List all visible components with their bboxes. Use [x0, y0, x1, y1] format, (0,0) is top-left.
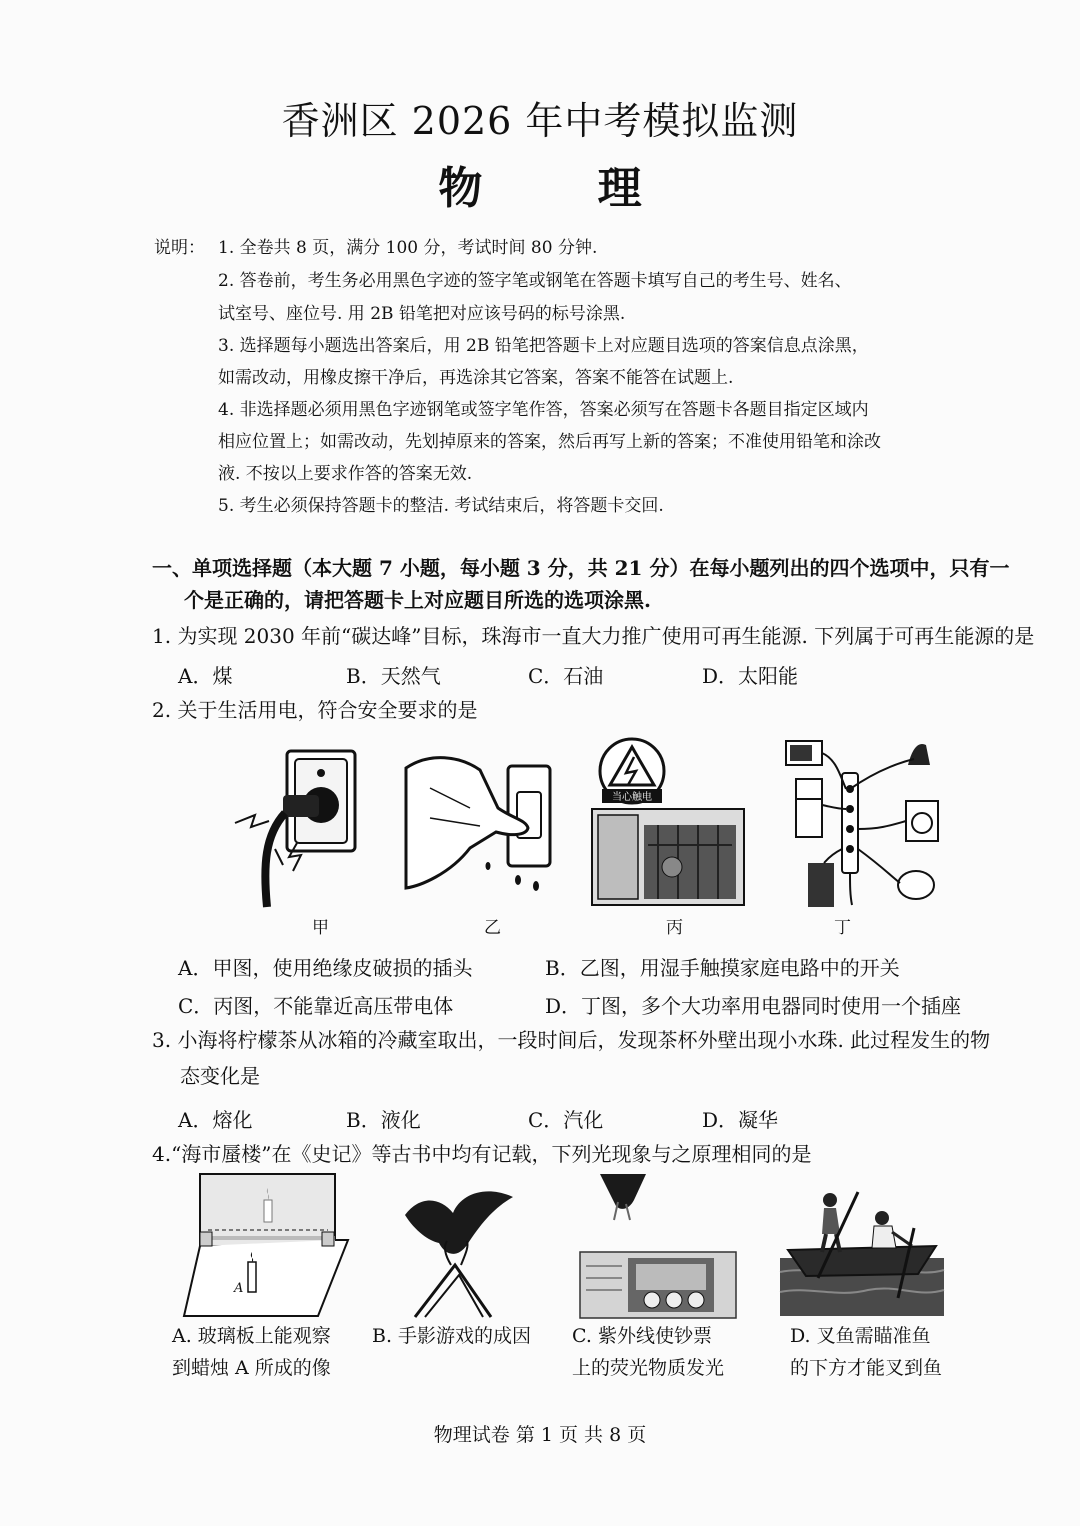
instruction-line-4: 3. 选择题每小题选出答案后，用 2B 铅笔把答题卡上对应题目选项的答案信息点涂黑， — [218, 336, 869, 356]
figure-label-yi: 乙 — [484, 918, 501, 938]
instruction-line-8: 液. 不按以上要求作答的答案无效. — [218, 464, 473, 484]
q4-caption-a-line-2: 到蜡烛 A 所成的像 — [172, 1357, 331, 1379]
warning-sign-text: 当心触电 — [612, 792, 652, 803]
q4-caption-a-line-1: A. 玻璃板上能观察 — [172, 1325, 331, 1347]
q4-caption-d-line-1: D. 叉鱼需瞄准鱼 — [790, 1325, 931, 1347]
q2-option-b: B．乙图，用湿手触摸家庭电路中的开关 — [545, 956, 900, 980]
q2-option-d: D．丁图，多个大功率用电器同时使用一个插座 — [545, 994, 962, 1018]
q4-caption-d-line-2: 的下方才能叉到鱼 — [790, 1357, 943, 1379]
instruction-line-7: 相应位置上；如需改动，先划掉原来的答案，然后再写上新的答案；不准使用铅笔和涂改 — [218, 432, 881, 452]
subject-title: 物 理 — [438, 163, 692, 214]
q3-stem-line-2: 态变化是 — [180, 1064, 260, 1088]
q1-option-b: B．天然气 — [346, 664, 441, 688]
q1-option-a: A．煤 — [178, 664, 233, 688]
q2-option-a: A．甲图，使用绝缘皮破损的插头 — [178, 956, 473, 980]
q3-option-c: C．汽化 — [528, 1108, 604, 1132]
figure-c-uv-banknote — [578, 1172, 738, 1322]
figure-label-ding: 丁 — [834, 918, 851, 938]
instruction-line-5: 如需改动，用橡皮擦干净后，再选涂其它答案，答案不能答在试题上. — [218, 368, 734, 388]
section-heading-line-1: 一、单项选择题（本大题 7 小题，每小题 3 分，共 21 分）在每小题列出的四个选项中，只有一 — [152, 556, 1010, 580]
q3-option-b: B．液化 — [346, 1108, 421, 1132]
figure-yi-wet-hand-switch — [400, 748, 555, 898]
figure-label-jia: 甲 — [312, 918, 329, 938]
instruction-line-6: 4. 非选择题必须用黑色字迹钢笔或签字笔作答，答案必须写在答题卡各题目指定区域内 — [218, 400, 869, 420]
q3-option-a: A．熔化 — [178, 1108, 253, 1132]
page-footer: 物理试卷 第 1 页 共 8 页 — [433, 1424, 647, 1446]
figure-d-fish-spearing — [778, 1188, 946, 1318]
instruction-line-2: 2. 答卷前，考生务必用黑色字迹的签字笔或钢笔在答题卡填写自己的考生号、姓名、 — [218, 271, 852, 291]
q1-option-d: D．太阳能 — [702, 664, 799, 688]
q2-option-c: C．丙图，不能靠近高压带电体 — [178, 994, 454, 1018]
exam-title: 香洲区 2026 年中考模拟监测 — [281, 99, 799, 143]
instruction-line-3: 试室号、座位号. 用 2B 铅笔把对应该号码的标号涂黑. — [218, 304, 626, 324]
q4-caption-c-line-1: C. 紫外线使钞票 — [572, 1325, 712, 1347]
figure-ding-overloaded-socket — [780, 735, 945, 910]
q3-option-d: D．凝华 — [702, 1108, 779, 1132]
instruction-line-1: 1. 全卷共 8 页，满分 100 分，考试时间 80 分钟. — [218, 238, 598, 258]
figure-a-glass-plate-candle — [178, 1170, 353, 1320]
figure-b-hand-shadow — [395, 1185, 520, 1320]
q4-stem: 4.“海市蜃楼”在《史记》等古书中均有记载，下列光现象与之原理相同的是 — [152, 1142, 812, 1166]
candle-a-label: A — [234, 1281, 244, 1296]
instructions-label: 说明： — [154, 238, 205, 258]
figure-label-bing: 丙 — [666, 918, 683, 938]
q4-caption-c-line-2: 上的荧光物质发光 — [572, 1357, 725, 1379]
q4-caption-b-line-1: B. 手影游戏的成因 — [372, 1325, 532, 1347]
q2-stem: 2. 关于生活用电，符合安全要求的是 — [152, 698, 478, 722]
instruction-line-9: 5. 考生必须保持答题卡的整洁. 考试结束后，将答题卡交回. — [218, 496, 664, 516]
figure-bing-high-voltage — [588, 735, 748, 910]
figure-jia-damaged-plug — [225, 745, 365, 910]
q3-stem-line-1: 3. 小海将柠檬茶从冰箱的冷藏室取出，一段时间后，发现茶杯外壁出现小水珠. 此过程发生的物 — [152, 1028, 991, 1052]
q1-stem: 1. 为实现 2030 年前“碳达峰”目标，珠海市一直大力推广使用可再生能源. 下列属于可再生能源的是 — [152, 624, 1035, 648]
q1-option-c: C．石油 — [528, 664, 604, 688]
section-heading-line-2: 个是正确的，请把答题卡上对应题目所选的选项涂黑. — [184, 588, 651, 612]
